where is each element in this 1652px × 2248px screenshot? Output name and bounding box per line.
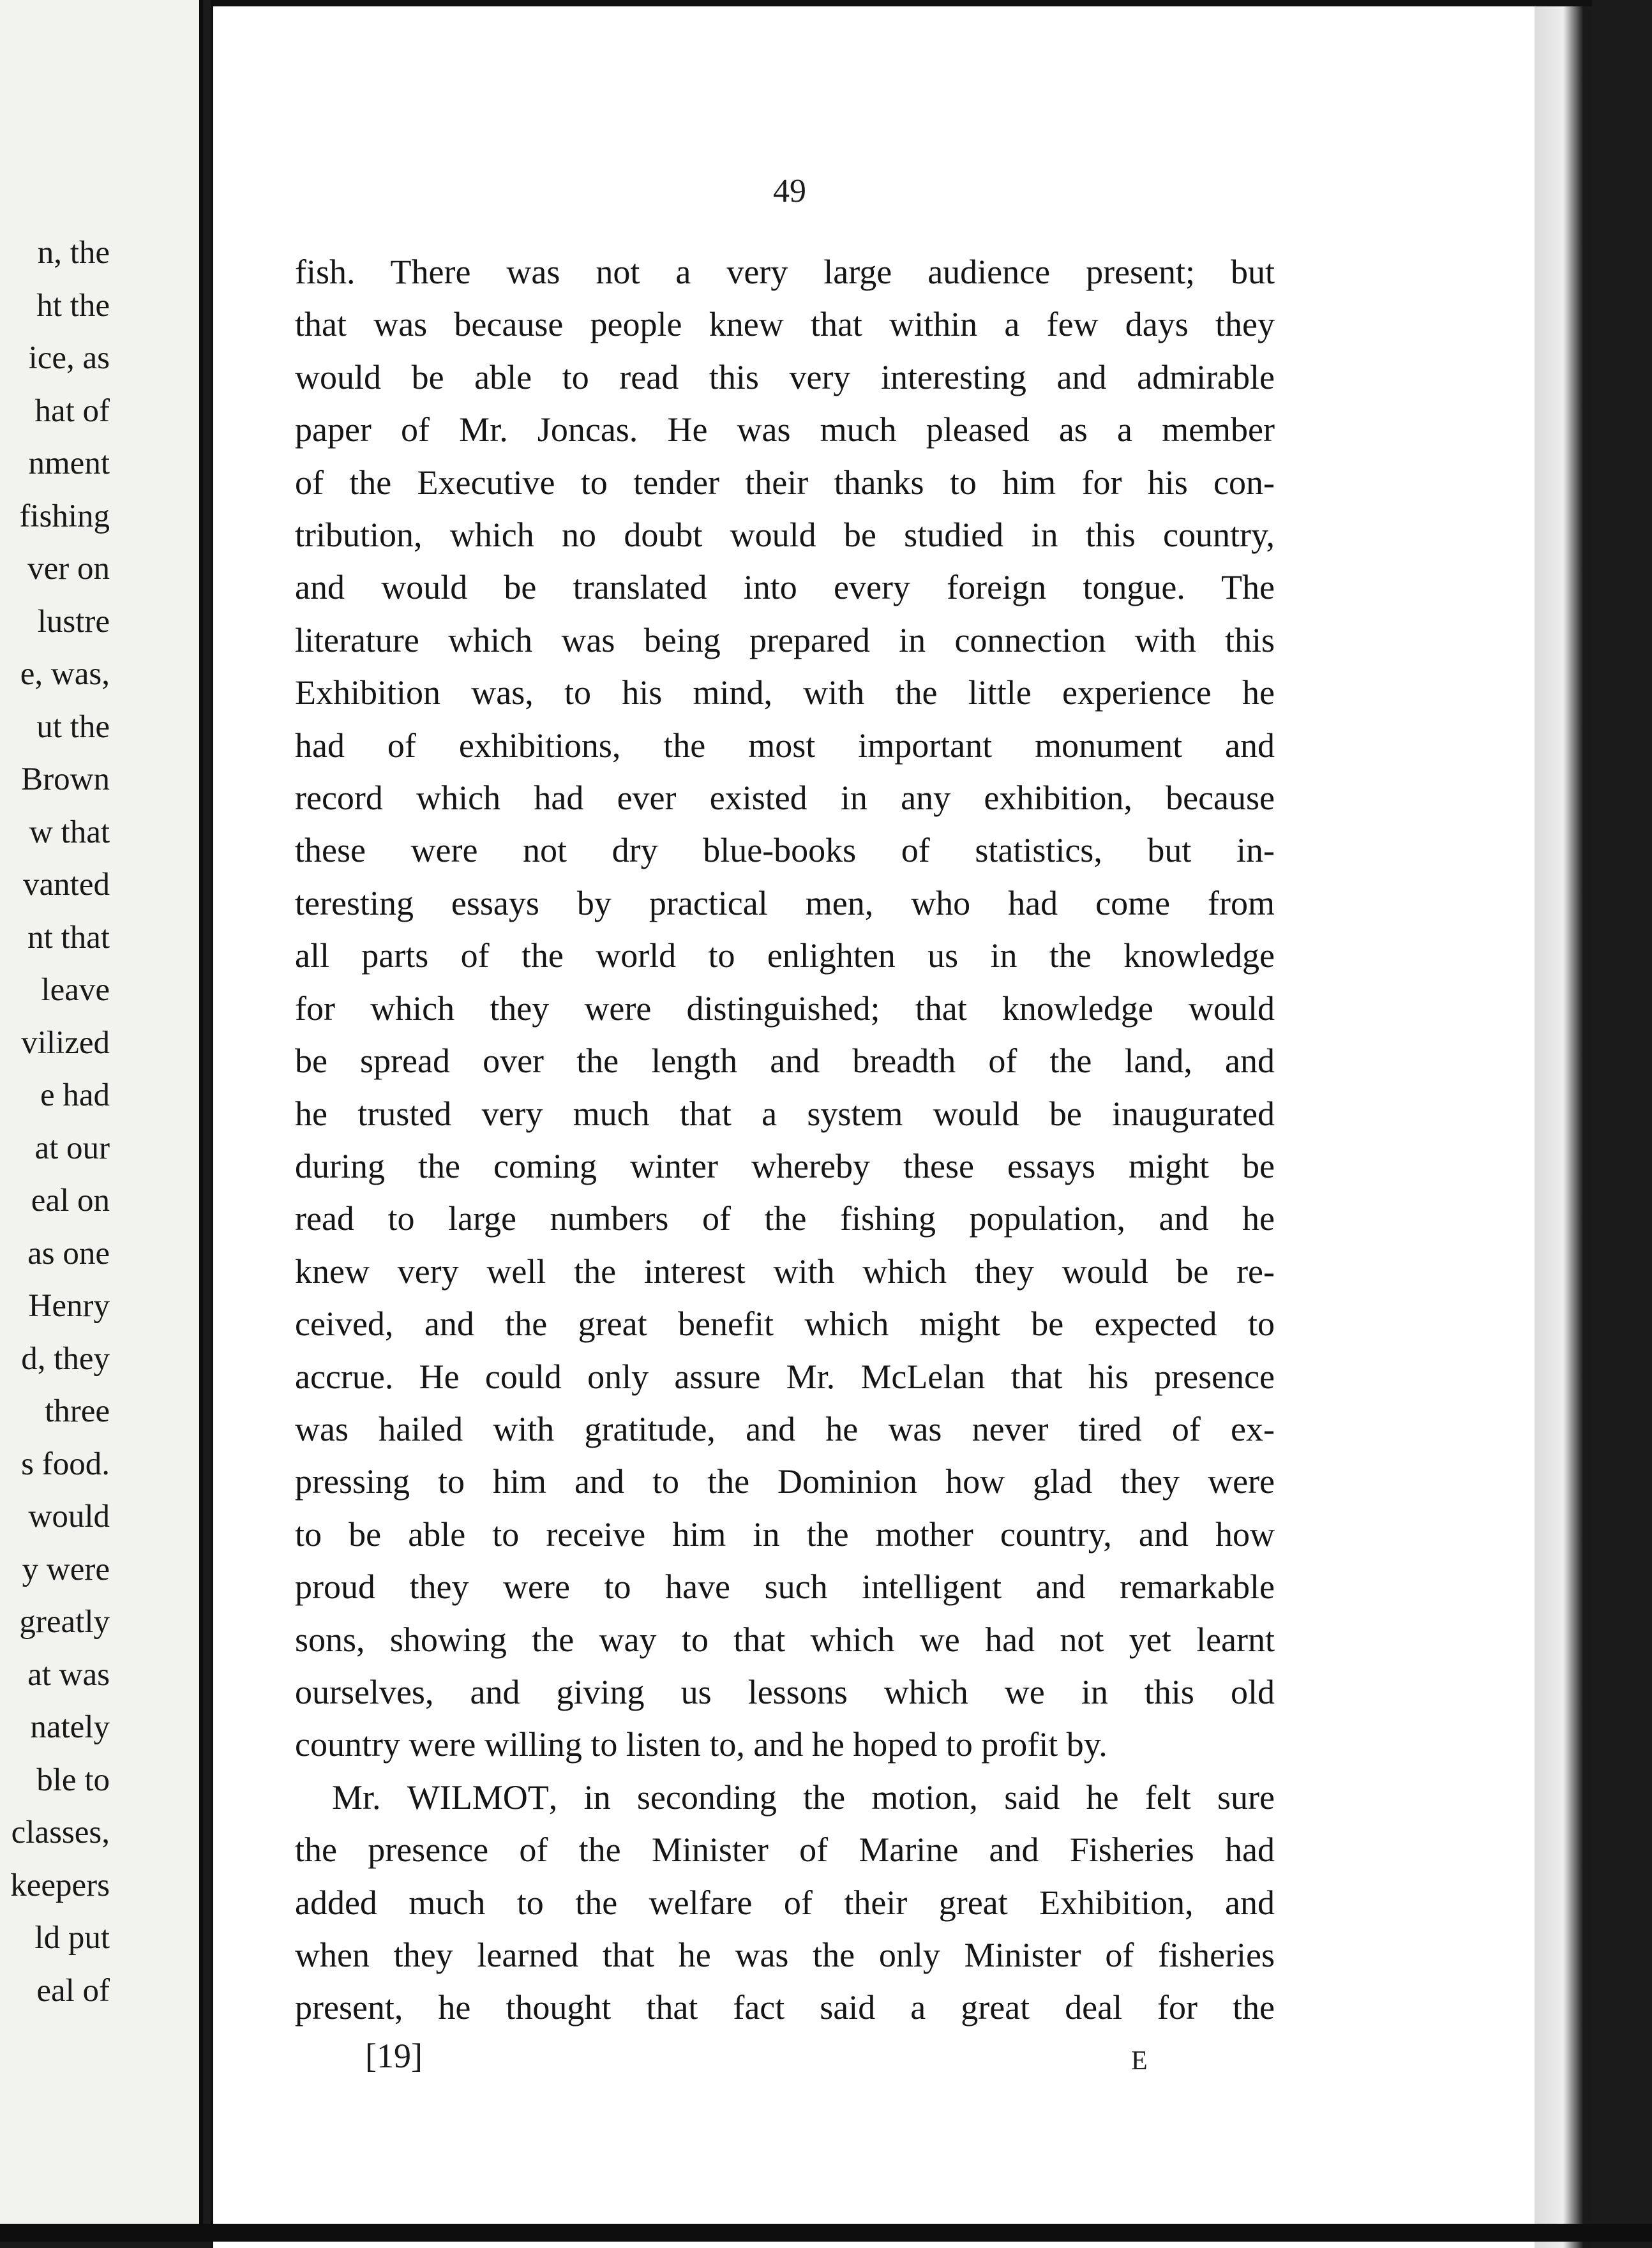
text-line: was hailed with gratitude, and he was never tired of ex- <box>295 1409 1275 1448</box>
left-page-line: leave <box>41 972 110 1008</box>
text-line: sons, showing the way to that which we had not yet learnt <box>295 1620 1275 1659</box>
text-line: ceived, and the great benefit which might be expected to <box>295 1305 1275 1344</box>
speaker-name: WILMOT <box>407 1778 549 1817</box>
text-line: for which they were distinguished; that knowledge would <box>295 989 1275 1028</box>
left-page-line: Brown <box>21 761 110 797</box>
left-page-edge <box>0 0 203 2242</box>
text-line: country were willing to listen to, and he hoped to profit by. <box>295 1725 1108 1764</box>
text-line: he trusted very much that a system would be inaugurated <box>295 1094 1275 1133</box>
text-line: and would be translated into every foreign tongue. The <box>295 568 1275 607</box>
speaker-prefix: Mr. <box>332 1778 381 1817</box>
text-line: accrue. He could only assure Mr. McLelan that his presence <box>295 1357 1275 1396</box>
scan-bottom-edge <box>0 2224 1652 2242</box>
left-page-line: d, they <box>21 1340 110 1377</box>
left-page-line: classes, <box>11 1815 110 1850</box>
left-page-line: ice, as <box>28 340 110 376</box>
left-page-line: would <box>28 1499 110 1534</box>
text-line: knew very well the interest with which they would be re- <box>295 1252 1275 1291</box>
left-page-line: keepers <box>10 1867 110 1903</box>
text-line: record which had ever existed in any exhibition, because <box>295 779 1275 818</box>
left-page-line: w that <box>29 814 110 850</box>
text-line: all parts of the world to enlighten us in the knowledge <box>295 936 1275 975</box>
left-page-line: three <box>45 1393 110 1429</box>
left-page-line: nment <box>28 446 110 481</box>
left-page-line: ble to <box>36 1762 110 1798</box>
left-page-line: at was <box>27 1656 110 1693</box>
left-page-line: e had <box>40 1077 110 1113</box>
body-text <box>295 246 1275 2034</box>
text-line: that was because people knew that within a few days they <box>295 305 1275 344</box>
left-page-line: at our <box>34 1130 110 1166</box>
page-number: 49 <box>773 173 806 209</box>
text-line: when they learned that he was the only Minister of fisheries <box>295 1936 1275 1974</box>
text-line: be spread over the length and breadth of the land, and <box>295 1042 1275 1081</box>
text-line: proud they were to have such intelligent and remarkable <box>295 1568 1275 1607</box>
text-line: to be able to receive him in the mother country, and how <box>295 1515 1275 1554</box>
left-page-line: Henry <box>28 1288 110 1324</box>
text-line: present, he thought that fact said a great deal for the <box>295 1988 1275 2027</box>
text-line: these were not dry blue-books of statistics, but in- <box>295 831 1275 870</box>
text-line: paper of Mr. Joncas. He was much pleased as a member <box>295 410 1275 449</box>
left-page-line: as one <box>27 1235 110 1271</box>
page-edge-shadow <box>1535 6 1592 2248</box>
text-line: of the Executive to tender their thanks to him for his con- <box>295 463 1275 502</box>
left-page-line: y were <box>22 1551 110 1587</box>
left-page-text <box>0 227 110 2017</box>
text-line: during the coming winter whereby these essays might be <box>295 1146 1275 1185</box>
left-page-line: ht the <box>36 287 110 324</box>
text-line: read to large numbers of the fishing population, and he <box>295 1199 1275 1238</box>
text-line: had of exhibitions, the most important monument and <box>295 726 1275 765</box>
text-line: the presence of the Minister of Marine and Fisheries had <box>295 1831 1275 1870</box>
speaker-line-rest: , in seconding the motion, said he felt sure <box>548 1778 1275 1817</box>
left-page-line: greatly <box>19 1604 110 1640</box>
left-page-line: s food. <box>21 1446 110 1482</box>
text-line: teresting essays by practical men, who had come from <box>295 883 1275 922</box>
signature-mark: [19] <box>365 2037 423 2075</box>
left-page-line: nt that <box>27 919 110 955</box>
left-page-line: eal on <box>31 1183 110 1218</box>
text-line: Exhibition was, to his mind, with the little experience he <box>295 673 1275 712</box>
text-line: fish. There was not a very large audience present; but <box>295 253 1275 291</box>
text-line: ourselves, and giving us lessons which we in this old <box>295 1672 1275 1711</box>
left-page-line: hat of <box>34 393 110 429</box>
text-line: tribution, which no doubt would be studied in this country, <box>295 516 1275 555</box>
left-page-line: eal of <box>36 1972 110 2009</box>
left-page-line: ver on <box>27 551 110 587</box>
left-page-line: nately <box>30 1709 110 1745</box>
text-line: added much to the welfare of their great Exhibition, and <box>295 1883 1275 1922</box>
paragraph-first-line <box>295 1771 1275 1824</box>
left-page-line: lustre <box>37 603 110 640</box>
left-page-line: e, was, <box>20 656 110 692</box>
left-page-line: n, the <box>37 235 110 271</box>
left-page-line: vilized <box>21 1024 110 1061</box>
left-page-line: vanted <box>23 867 110 903</box>
text-line: literature which was being prepared in connection with this <box>295 620 1275 659</box>
signature-letter: E <box>1131 2046 1148 2076</box>
left-page-line: ut the <box>36 708 110 745</box>
text-line: would be able to read this very interesting and admirable <box>295 357 1275 396</box>
left-page-line: fishing <box>19 498 110 534</box>
text-line: pressing to him and to the Dominion how glad they were <box>295 1462 1275 1501</box>
left-page-line: ld put <box>34 1920 110 1956</box>
